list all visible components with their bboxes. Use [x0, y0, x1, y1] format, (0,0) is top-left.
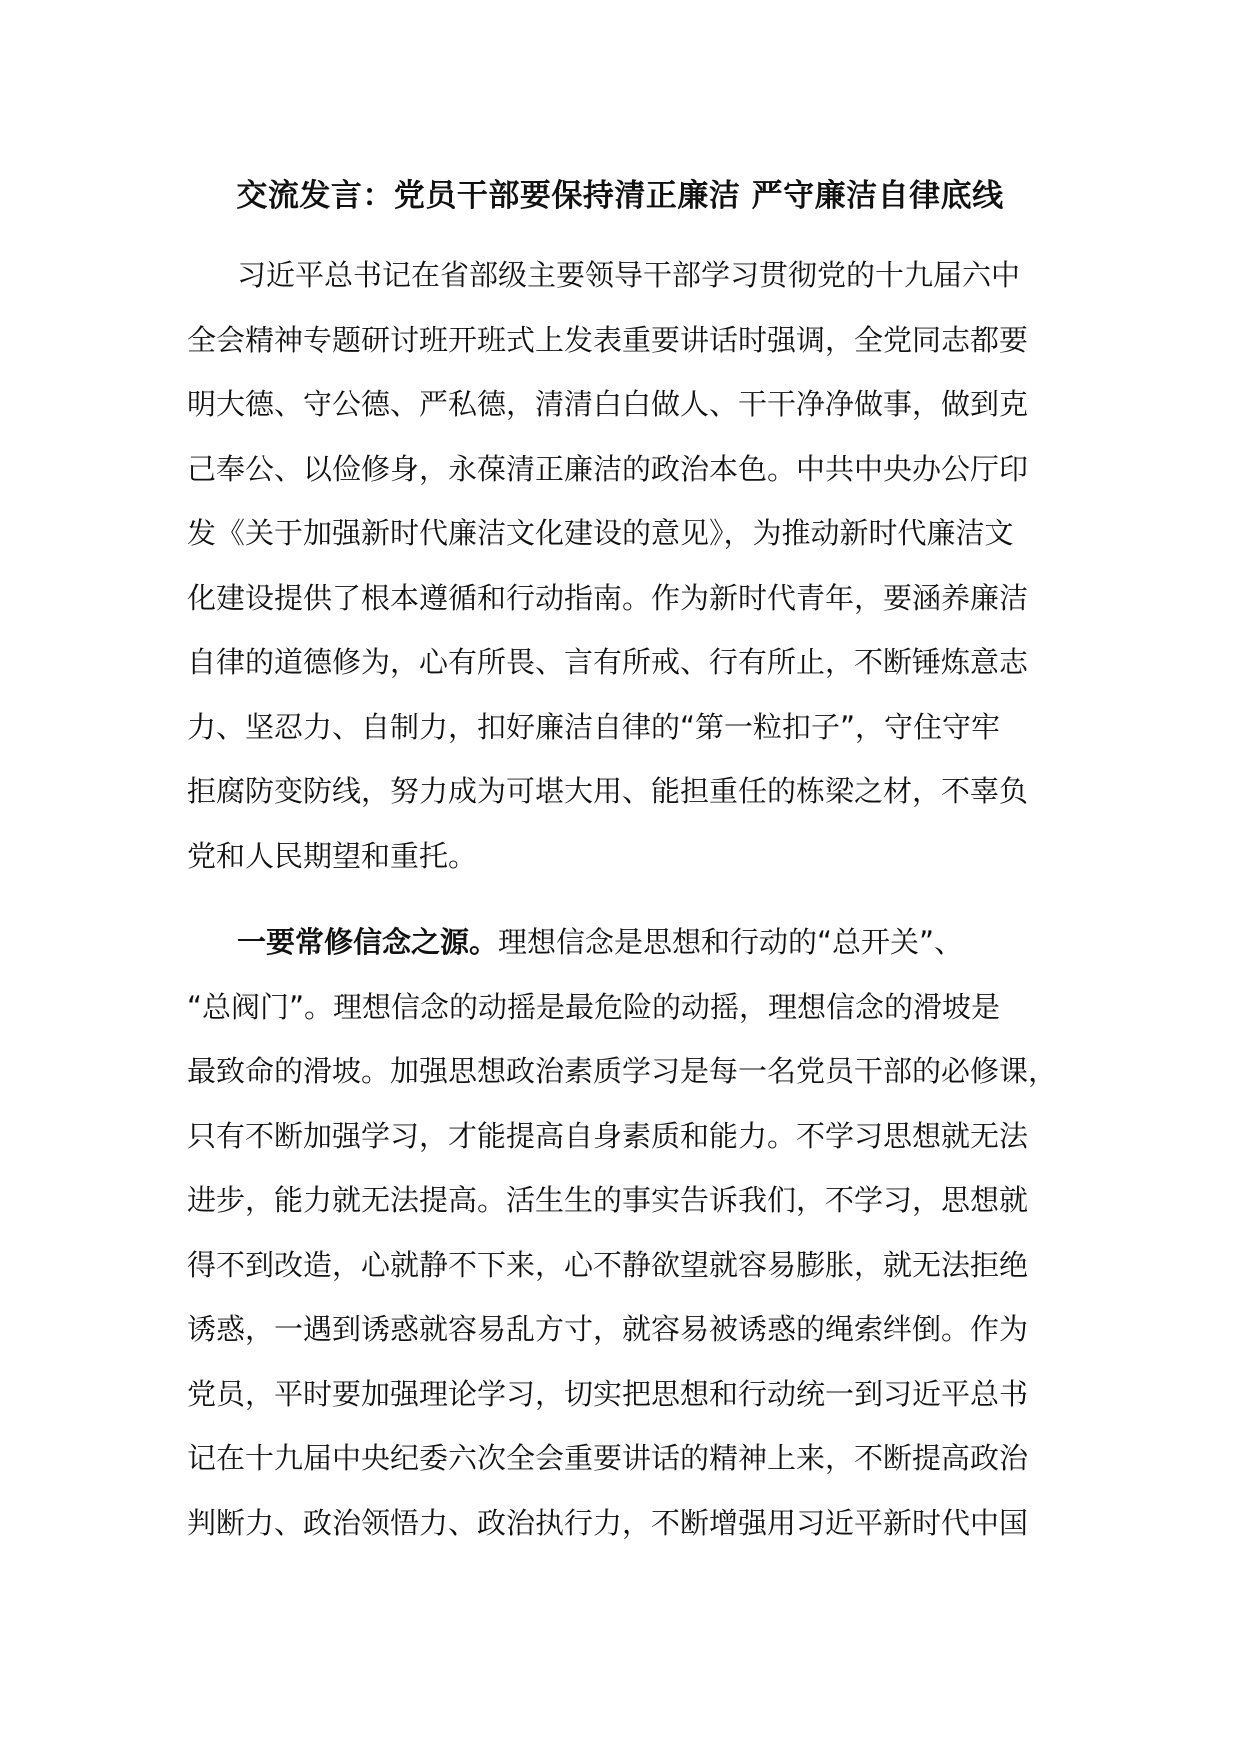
paragraph-line: 明大德、守公德、严私德，清清白白做人、干干净净做事，做到克 — [187, 387, 1029, 421]
paragraph-line: 党员，平时要加强理论学习，切实把思想和行动统一到习近平总书 — [187, 1376, 1029, 1411]
section-heading: 一要常修信念之源。 — [237, 925, 499, 959]
paragraph-line: 全会精神专题研讨班开班式上发表重要讲话时强调，全党同志都要 — [187, 322, 1029, 357]
paragraph-intro — [187, 243, 1057, 888]
paragraph-line: 发《关于加强新时代廉洁文化建设的意见》，为推动新时代廉洁文 — [187, 516, 1014, 550]
paragraph-line: 己奉公、以俭修身，永葆清正廉洁的政治本色。中共中央办公厅印 — [187, 451, 1029, 486]
document-title: 交流发言：党员干部要保持清正廉洁 严守廉洁自律底线 — [236, 178, 1004, 214]
paragraph-line: 只有不断加强学习，才能提高自身素质和能力。不学习思想就无法 — [187, 1118, 1029, 1153]
paragraph-line: 拒腐防变防线，努力成为可堪大用、能担重任的栋梁之材，不辜负 — [187, 774, 1029, 808]
paragraph-line-rest: 理想信念是思想和行动的“总开关”、 — [498, 925, 964, 959]
paragraph-line: 习近平总书记在省部级主要领导干部学习贯彻党的十九届六中 — [237, 258, 1021, 292]
paragraph-first-line — [187, 910, 1057, 975]
paragraph-line: 力、坚忍力、自制力，扣好廉洁自律的“第一粒扣子”，守住守牢 — [187, 709, 1001, 744]
paragraph-line: 党和人民期望和重托。 — [187, 838, 478, 873]
paragraph-line: 最致命的滑坡。加强思想政治素质学习是每一名党员干部的必修课， — [187, 1054, 1058, 1088]
paragraph-line: 诱惑，一遇到诱惑就容易乱方寸，就容易被诱惑的绳索绊倒。作为 — [187, 1312, 1029, 1346]
paragraph-line: 化建设提供了根本遵循和行动指南。作为新时代青年，要涵养廉洁 — [187, 580, 1029, 615]
paragraph-line: 进步，能力就无法提高。活生生的事实告诉我们，不学习，思想就 — [187, 1183, 1029, 1217]
paragraph-line: 自律的道德修为，心有所畏、言有所戒、行有所止，不断锤炼意志 — [187, 645, 1029, 679]
paragraph-line: 判断力、政治领悟力、政治执行力，不断增强用习近平新时代中国 — [187, 1505, 1029, 1540]
paragraph-line: 记在十九届中央纪委六次全会重要讲话的精神上来，不断提高政治 — [187, 1441, 1029, 1475]
paragraph-section-one — [187, 910, 1057, 1555]
paragraph-line: “总阀门”。理想信念的动摇是最危险的动摇，理想信念的滑坡是 — [187, 989, 1001, 1024]
paragraph-line: 得不到改造，心就静不下来，心不静欲望就容易膨胀，就无法拒绝 — [187, 1247, 1029, 1282]
